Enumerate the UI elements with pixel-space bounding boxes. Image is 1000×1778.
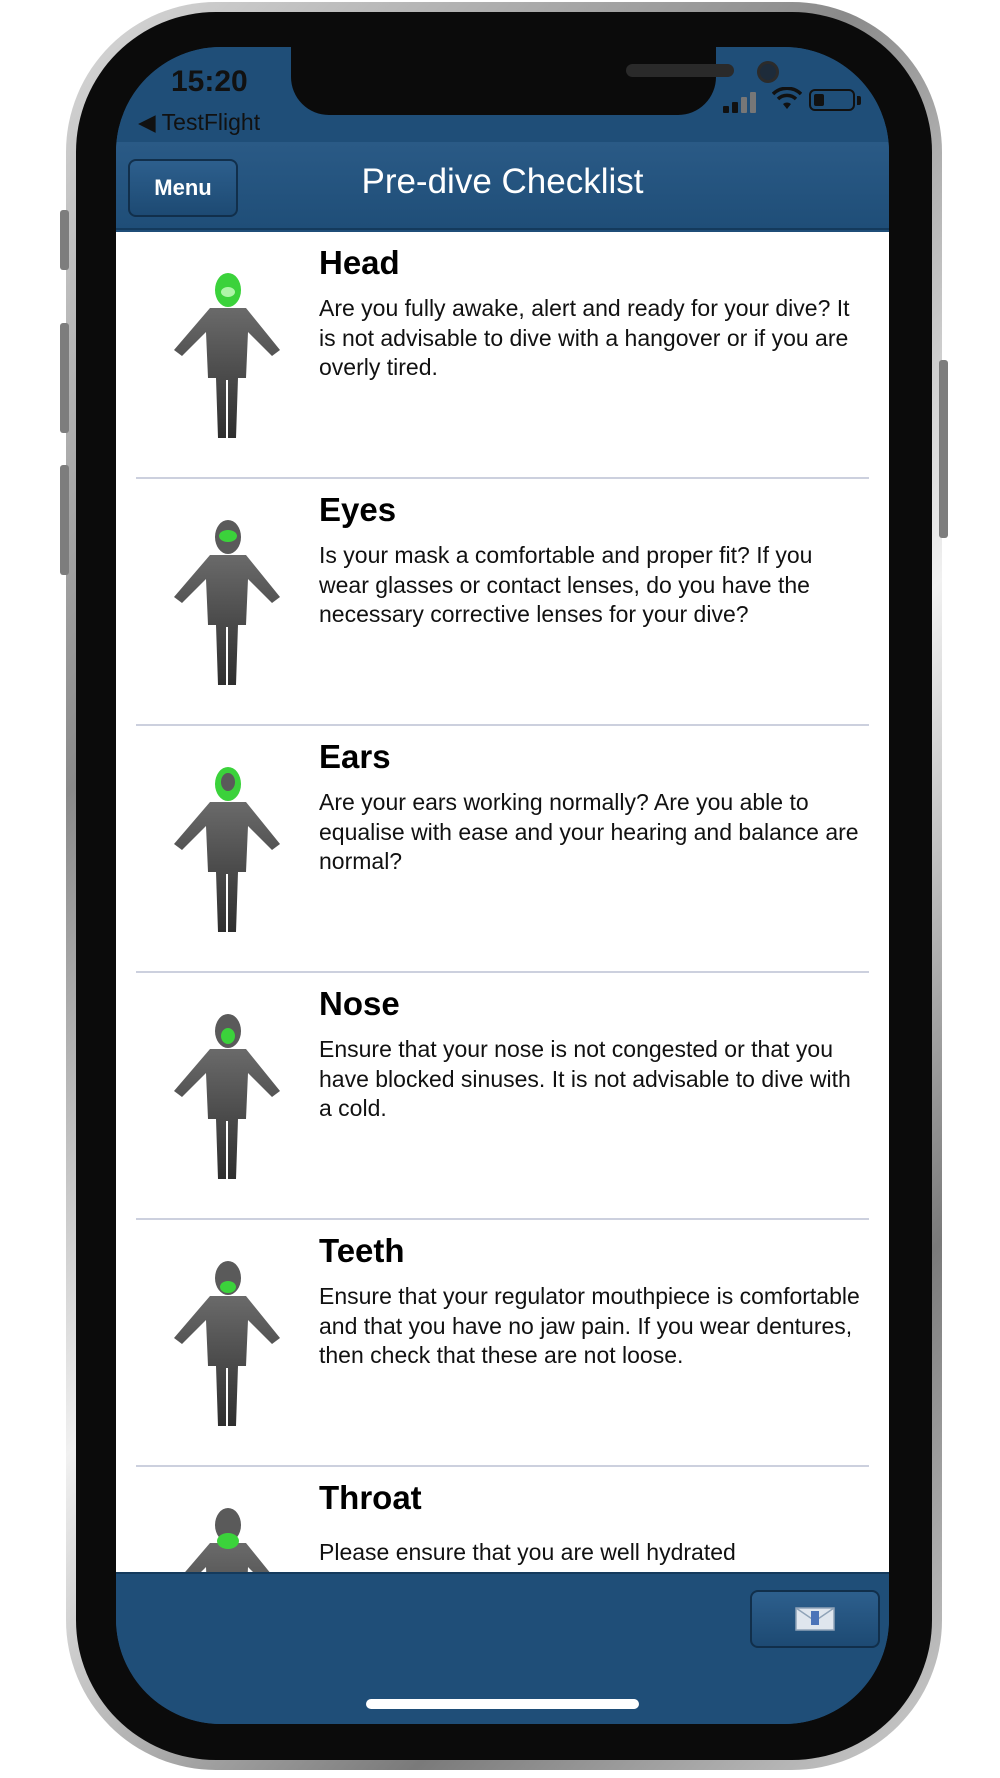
checklist-item-title: Throat xyxy=(319,1479,422,1516)
checklist-item-title: Eyes xyxy=(319,491,397,528)
body-figure-teeth-icon xyxy=(168,1258,288,1428)
checklist-item-description: Are your ears working normally? Are you able to equalise with ease and your hearing and balance are normal? xyxy=(319,789,859,874)
body-figure-nose-icon xyxy=(168,1011,288,1181)
status-bar xyxy=(116,47,889,142)
volume-up-button xyxy=(60,323,69,433)
notch xyxy=(291,47,716,115)
checklist-item-head[interactable] xyxy=(116,232,889,479)
phone-screen xyxy=(116,47,889,1724)
battery-icon xyxy=(809,89,855,111)
checklist-item-description: Is your mask a comfortable and proper fit? If you wear glasses or contact lenses, do you have the necessary corrective lenses for your dive? xyxy=(319,542,813,627)
email-icon xyxy=(795,1605,835,1633)
cellular-signal-icon xyxy=(723,91,759,113)
email-button[interactable] xyxy=(750,1590,880,1648)
body-figure-eyes-icon xyxy=(168,517,288,687)
body-figure-head-icon xyxy=(168,270,288,440)
wifi-icon xyxy=(772,87,802,118)
battery-tip xyxy=(857,96,861,105)
speaker-grille xyxy=(626,64,734,77)
checklist-item-nose[interactable] xyxy=(116,973,889,1220)
checklist-item-title: Teeth xyxy=(319,1232,405,1269)
checklist-item-description: Ensure that your regulator mouthpiece is comfortable and that you have no jaw pain. If you wear dentures, then check that these are not loose. xyxy=(319,1283,860,1368)
bottom-toolbar xyxy=(116,1572,889,1724)
menu-button[interactable]: Menu xyxy=(128,159,238,217)
body-figure-ears-icon xyxy=(168,764,288,934)
checklist-item-description: Ensure that your nose is not congested or that you have blocked sinuses. It is not advisable to dive with a cold. xyxy=(319,1036,851,1121)
checklist-item-title: Head xyxy=(319,244,400,281)
checklist-item-throat[interactable] xyxy=(116,1467,889,1572)
back-to-testflight-link[interactable]: ◀ TestFlight xyxy=(138,109,261,135)
power-button xyxy=(939,360,948,538)
checklist-item-teeth[interactable] xyxy=(116,1220,889,1467)
volume-down-button xyxy=(60,465,69,575)
body-figure-throat-icon xyxy=(168,1505,288,1572)
checklist-item-title: Nose xyxy=(319,985,400,1022)
front-camera xyxy=(757,61,779,83)
checklist-list[interactable] xyxy=(116,232,889,1572)
checklist-item-ears[interactable] xyxy=(116,726,889,973)
checklist-item-description: Please ensure that you are well hydrated xyxy=(319,1539,736,1565)
checklist-item-eyes[interactable] xyxy=(116,479,889,726)
status-time: 15:20 xyxy=(171,65,248,98)
mute-switch xyxy=(60,210,69,270)
navigation-bar xyxy=(116,142,889,230)
checklist-item-title: Ears xyxy=(319,738,391,775)
checklist-item-description: Are you fully awake, alert and ready for your dive? It is not advisable to dive with a hangover or if you are overly tired. xyxy=(319,295,850,380)
page-title: Pre-dive Checklist xyxy=(361,162,644,201)
home-indicator[interactable] xyxy=(366,1699,639,1709)
